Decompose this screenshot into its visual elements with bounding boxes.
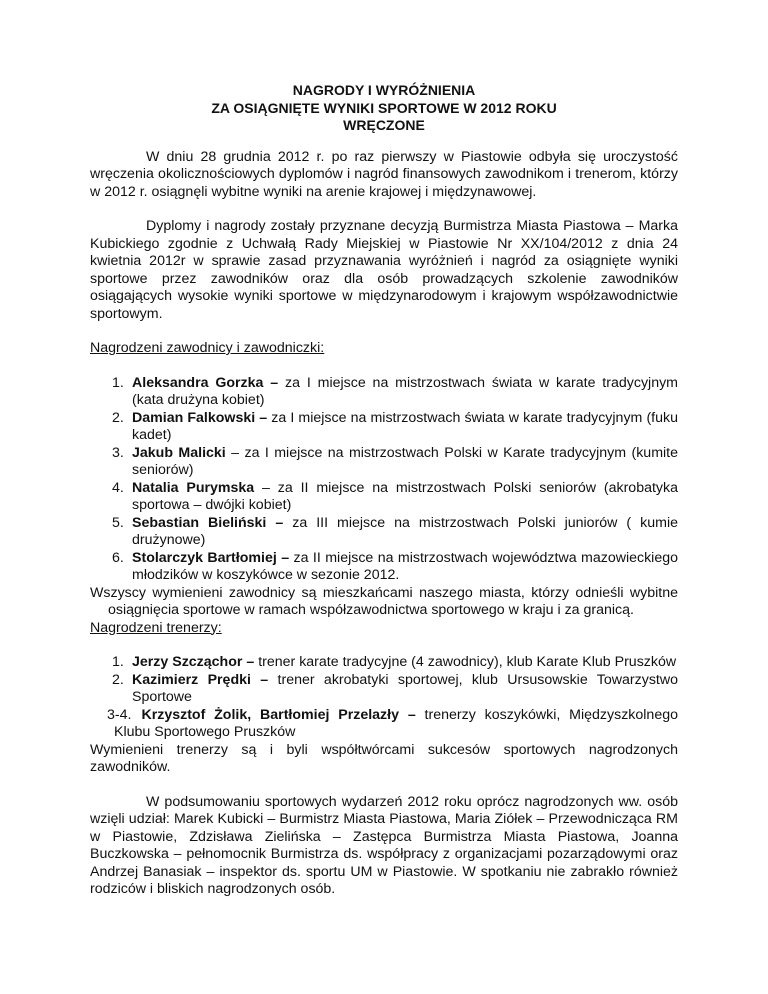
- athlete-name: Natalia Purymska: [132, 479, 255, 496]
- athletes-summary: Wszyscy wymienieni zawodnicy są mieszkańcami naszego miasta, którzy odnieśli wybitne osiągnięcia sportowe w ramach współzawodnictwa sportowego w kraju i za granicą.: [90, 584, 678, 618]
- athlete-name: Stolarczyk Bartłomiej –: [132, 549, 290, 566]
- item-number: 3.: [112, 444, 124, 461]
- item-number: 1.: [112, 374, 124, 391]
- athlete-item: [112, 409, 678, 445]
- item-number: 5.: [112, 514, 124, 531]
- trainer-item: [112, 671, 678, 707]
- trainer-name: Kazimierz Prędki –: [132, 671, 269, 688]
- athlete-desc: za II miejsce na mistrzostwach województwa mazowieckiego młodzików w koszykówce w sezonie 2012.: [132, 549, 679, 583]
- athlete-desc: – za II miejsce na mistrzostwach Polski seniorów (akrobatyka sportowa – dwójki kobiet): [132, 479, 678, 513]
- athlete-item: [112, 479, 678, 515]
- athlete-desc: za I miejsce na mistrzostwach świata w karate tradycyjnym (kata drużyna kobiet): [132, 374, 678, 408]
- item-number: 1.: [112, 654, 124, 670]
- athlete-item: [112, 374, 678, 410]
- item-number: 2.: [112, 671, 124, 688]
- athlete-name: Jakub Malicki: [132, 444, 226, 461]
- item-number: 4.: [112, 479, 124, 496]
- athlete-item: [112, 514, 678, 550]
- trainer-desc: trenerzy koszykówki, Międzyszkolnego Klubu Sportowego Pruszków: [114, 706, 678, 740]
- item-number: 2.: [112, 409, 124, 426]
- athlete-item: [112, 549, 679, 585]
- trainer-desc: trener karate tradycyjne (4 zawodnicy), klub Karate Klub Pruszków: [254, 654, 677, 670]
- trainers-heading: Nagrodzeni trenerzy:: [90, 619, 222, 636]
- trainer-item: [90, 707, 678, 742]
- trainer-name: Krzysztof Żolik, Bartłomiej Przelazły –: [141, 706, 416, 723]
- athletes-list: [90, 375, 678, 585]
- decision-paragraph: Dyplomy i nagrody zostały przyznane decyzją Burmistrza Miasta Piastowa – Marka Kubickiego zgodnie z Uchwałą Rady Miejskiej w Piastowie Nr XX/104/2012 z dnia 24 kwietnia 2012r w sprawie zasad przyznawania wyróżnień i nagród za osiągnięte wyniki sportowe przez zawodników oraz dla osób prowadzących szkolenie zawodników osiągających wysokie wyniki sportowe w międzynarodowym i krajowym współzawodnictwie sportowym.: [90, 218, 678, 322]
- trainer-desc: trener akrobatyki sportowej, klub Ursusowskie Towarzystwo Sportowe: [132, 671, 678, 705]
- closing-paragraph: W podsumowaniu sportowych wydarzeń 2012 roku oprócz nagrodzonych ww. osób wzięli udział: Marek Kubicki – Burmistrz Miasta Piastowa, Maria Ziółek – Przewodnicząca RM w Piastowie, Zdzisława Zielińska – Zastępca Burmistrza Miasta Piastowa, Joanna Buczkowska – pełnomocnik Burmistrza ds. współpracy z organizacjami pozarządowymi oraz Andrzej Banasiak – inspektor ds. sportu UM w Piastowie. W spotkaniu nie zabrakło również rodziców i bliskich nagrodzonych osób.: [90, 793, 678, 897]
- athlete-desc: za I miejsce na mistrzostwach świata w karate tradycyjnym (fuku kadet): [132, 409, 678, 443]
- item-number: 3-4.: [107, 706, 132, 723]
- athlete-name: Aleksandra Gorzka –: [132, 374, 279, 391]
- title-line-3: WRĘCZONE: [343, 117, 425, 133]
- item-number: 6.: [112, 549, 124, 566]
- trainer-item: [112, 654, 678, 672]
- athlete-desc: za III miejsce na mistrzostwach Polski juniorów ( kumie drużynowe): [132, 514, 678, 548]
- athlete-name: Sebastian Bieliński –: [132, 514, 284, 531]
- intro-paragraph: W dniu 28 grudnia 2012 r. po raz pierwszy w Piastowie odbyła się uroczystość wręczenia okolicznościowych dyplomów i nagród finansowych zawodnikom i trenerom, którzy w 2012 r. osiągnęli wybitne wyniki na arenie krajowej i międzynawowej.: [90, 148, 678, 200]
- trainers-summary: Wymienieni trenerzy są i byli współtwórcami sukcesów sportowych nagrodzonych zawodników.: [90, 741, 678, 775]
- document-title: [90, 82, 678, 135]
- athlete-desc: – za I miejsce na mistrzostwach Polski w Karate tradycyjnym (kumite seniorów): [132, 444, 678, 478]
- athletes-heading: Nagrodzeni zawodnicy i zawodniczki:: [90, 340, 325, 356]
- trainers-list: [90, 654, 678, 707]
- title-line-2: ZA OSIĄGNIĘTE WYNIKI SPORTOWE W 2012 ROKU: [211, 99, 557, 116]
- trainer-name: Jerzy Szcząchor –: [132, 654, 255, 670]
- title-line-1: NAGRODY I WYRÓŻNIENIA: [292, 82, 476, 98]
- athlete-item: [112, 444, 678, 480]
- athlete-name: Damian Falkowski –: [132, 409, 268, 426]
